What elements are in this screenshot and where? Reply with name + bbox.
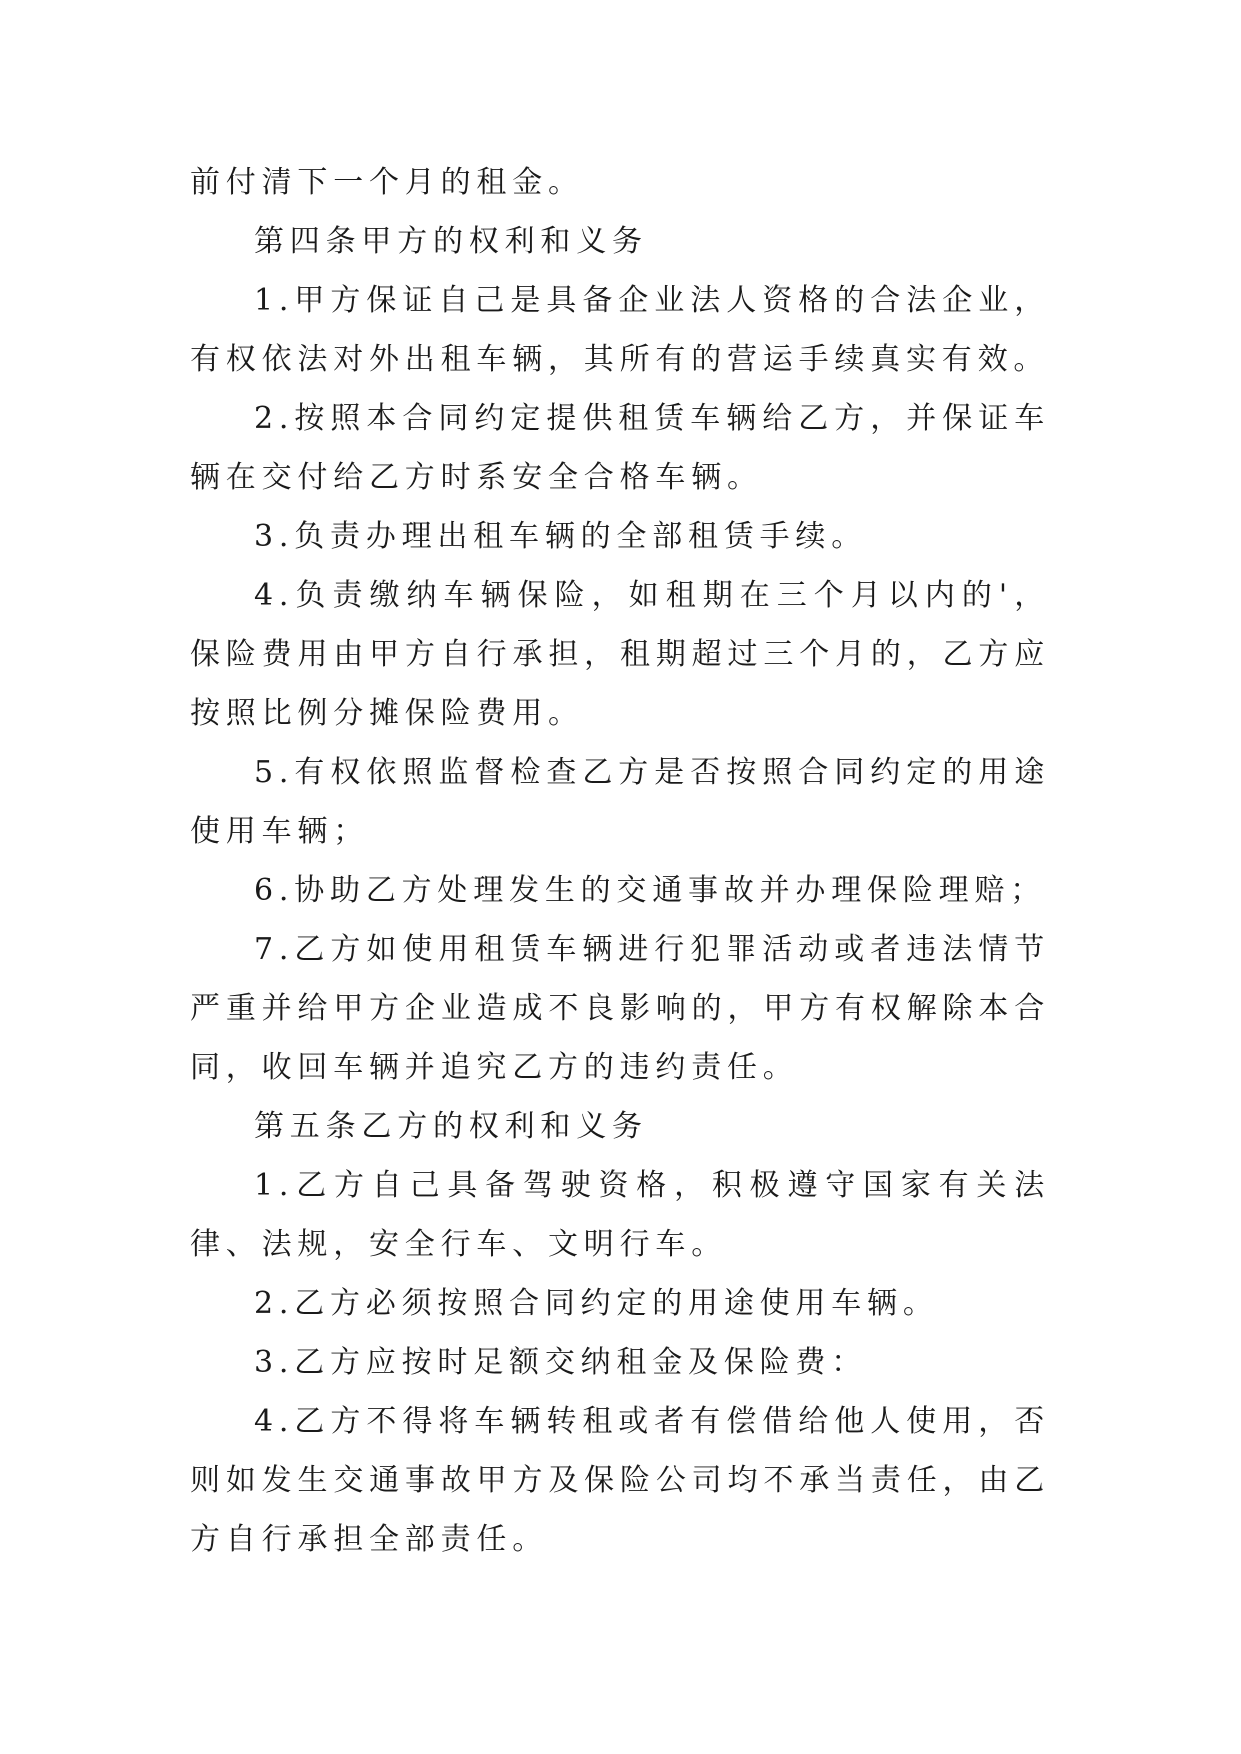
- paragraph: 4.负责缴纳车辆保险，如租期在三个月以内的'，保险费用由甲方自行承担，租期超过三个月的，乙方应按照比例分摊保险费用。: [190, 578, 1050, 731]
- paragraph: 7.乙方如使用租赁车辆进行犯罪活动或者违法情节严重并给甲方企业造成不良影响的，甲方有权解除本合同，收回车辆并追究乙方的违约责任。: [190, 932, 1050, 1085]
- paragraph: 1.乙方自己具备驾驶资格，积极遵守国家有关法律、法规，安全行车、文明行车。: [190, 1168, 1050, 1262]
- section-heading: 第四条甲方的权利和义务: [254, 224, 648, 259]
- paragraph: 4.乙方不得将车辆转租或者有偿借给他人使用，否则如发生交通事故甲方及保险公司均不承当责任，由乙方自行承担全部责任。: [190, 1404, 1050, 1557]
- paragraph: 6.协助乙方处理发生的交通事故并办理保险理赔；: [254, 873, 1047, 908]
- paragraph: 前付清下一个月的租金。: [190, 165, 584, 200]
- paragraph: 5.有权依照监督检查乙方是否按照合同约定的用途使用车辆；: [190, 755, 1050, 849]
- paragraph: 2.按照本合同约定提供租赁车辆给乙方，并保证车辆在交付给乙方时系安全合格车辆。: [190, 401, 1050, 495]
- paragraph: 2.乙方必须按照合同约定的用途使用车辆。: [254, 1286, 939, 1321]
- section-heading: 第五条乙方的权利和义务: [254, 1109, 648, 1144]
- paragraph: 3.乙方应按时足额交纳租金及保险费：: [254, 1345, 868, 1380]
- paragraph: 3.负责办理出租车辆的全部租赁手续。: [254, 519, 868, 554]
- paragraph: 1.甲方保证自己是具备企业法人资格的合法企业，有权依法对外出租车辆，其所有的营运手续真实有效。: [190, 283, 1050, 377]
- document-body: [190, 153, 1050, 1569]
